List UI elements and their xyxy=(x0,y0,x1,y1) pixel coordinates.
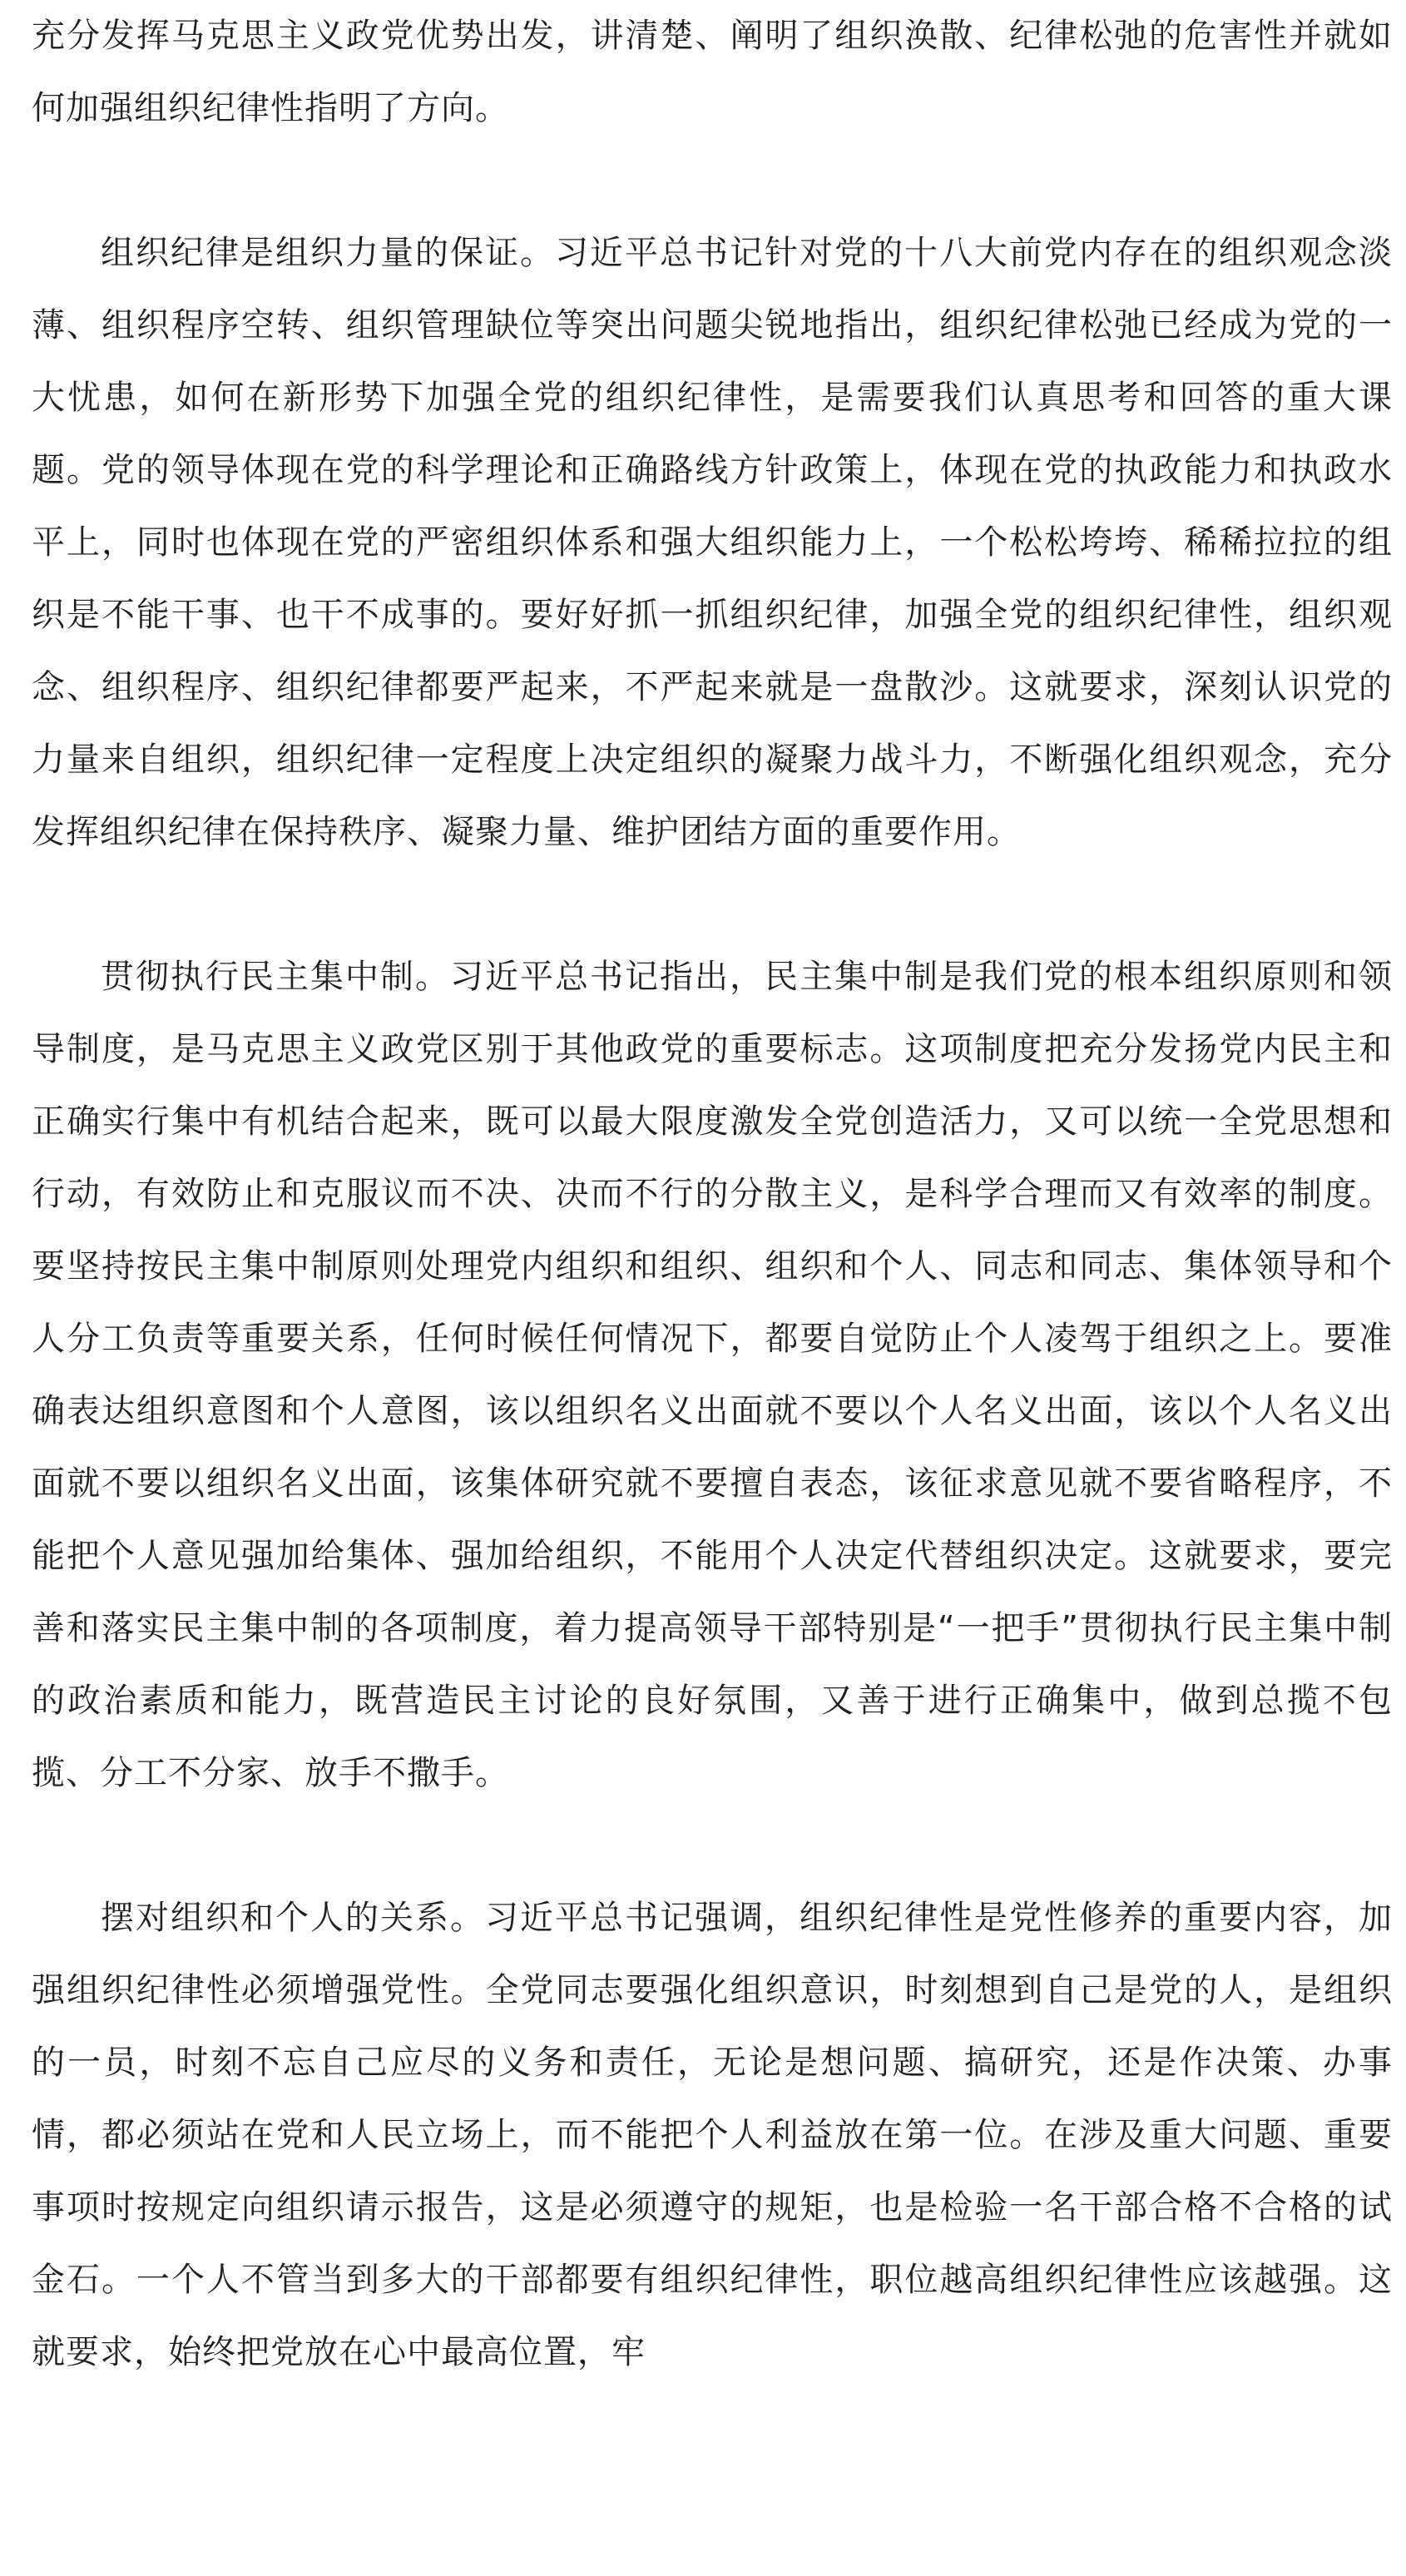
paragraph-organization-and-individual: 摆对组织和个人的关系。习近平总书记强调，组织纪律性是党性修养的重要内容，加强组织纪律性必须增强党性。全党同志要强化组织意识，时刻想到自己是党的人，是组织的一员，时刻不忘自己应尽的义务和责任，无论是想问题、搞研究，还是作决策、办事情，都必须站在党和人民立场上，而不能把个人利益放在第一位。在涉及重大问题、重要事项时按规定向组织请示报告，这是必须遵守的规矩，也是检验一名干部合格不合格的试金石。一个人不管当到多大的干部都要有组织纪律性，职位越高组织纪律性应该越强。这就要求，始终把党放在心中最高位置，牢 xyxy=(32,1899,1393,2371)
article-body xyxy=(32,0,1393,2389)
paragraph-organizational-discipline: 组织纪律是组织力量的保证。习近平总书记针对党的十八大前党内存在的组织观念淡薄、组织程序空转、组织管理缺位等突出问题尖锐地指出，组织纪律松弛已经成为党的一大忧患，如何在新形势下加强全党的组织纪律性，是需要我们认真思考和回答的重大课题。党的领导体现在党的科学理论和正确路线方针政策上，体现在党的执政能力和执政水平上，同时也体现在党的严密组织体系和强大组织能力上，一个松松垮垮、稀稀拉拉的组织是不能干事、也干不成事的。要好好抓一抓组织纪律，加强全党的组织纪律性，组织观念、组织程序、组织纪律都要严起来，不严起来就是一盘散沙。这就要求，深刻认识党的力量来自组织，组织纪律一定程度上决定组织的凝聚力战斗力，不断强化组织观念，充分发挥组织纪律在保持秩序、凝聚力量、维护团结方面的重要作用。 xyxy=(32,234,1393,851)
paragraph-spacer xyxy=(32,1810,1393,1882)
paragraph-intro-tail: 充分发挥马克思主义政党优势出发，讲清楚、阐明了组织涣散、纪律松弛的危害性并就如何加强组织纪律性指明了方向。 xyxy=(32,17,1393,127)
paragraph-spacer xyxy=(32,869,1393,941)
paragraph-spacer xyxy=(32,145,1393,217)
paragraph-democratic-centralism: 贯彻执行民主集中制。习近平总书记指出，民主集中制是我们党的根本组织原则和领导制度，是马克思主义政党区别于其他政党的重要标志。这项制度把充分发扬党内民主和正确实行集中有机结合起来，既可以最大限度激发全党创造活力，又可以统一全党思想和行动，有效防止和克服议而不决、决而不行的分散主义，是科学合理而又有效率的制度。要坚持按民主集中制原则处理党内组织和组织、组织和个人、同志和同志、集体领导和个人分工负责等重要关系，任何时候任何情况下，都要自觉防止个人凌驾于组织之上。要准确表达组织意图和个人意图，该以组织名义出面就不要以个人名义出面，该以个人名义出面就不要以组织名义出面，该集体研究就不要擅自表态，该征求意见就不要省略程序，不能把个人意见强加给集体、强加给组织，不能用个人决定代替组织决定。这就要求，要完善和落实民主集中制的各项制度，着力提高领导干部特别是“一把手”贯彻执行民主集中制的政治素质和能力，既营造民主讨论的良好氛围，又善于进行正确集中，做到总揽不包揽、分工不分家、放手不撒手。 xyxy=(32,958,1393,1792)
